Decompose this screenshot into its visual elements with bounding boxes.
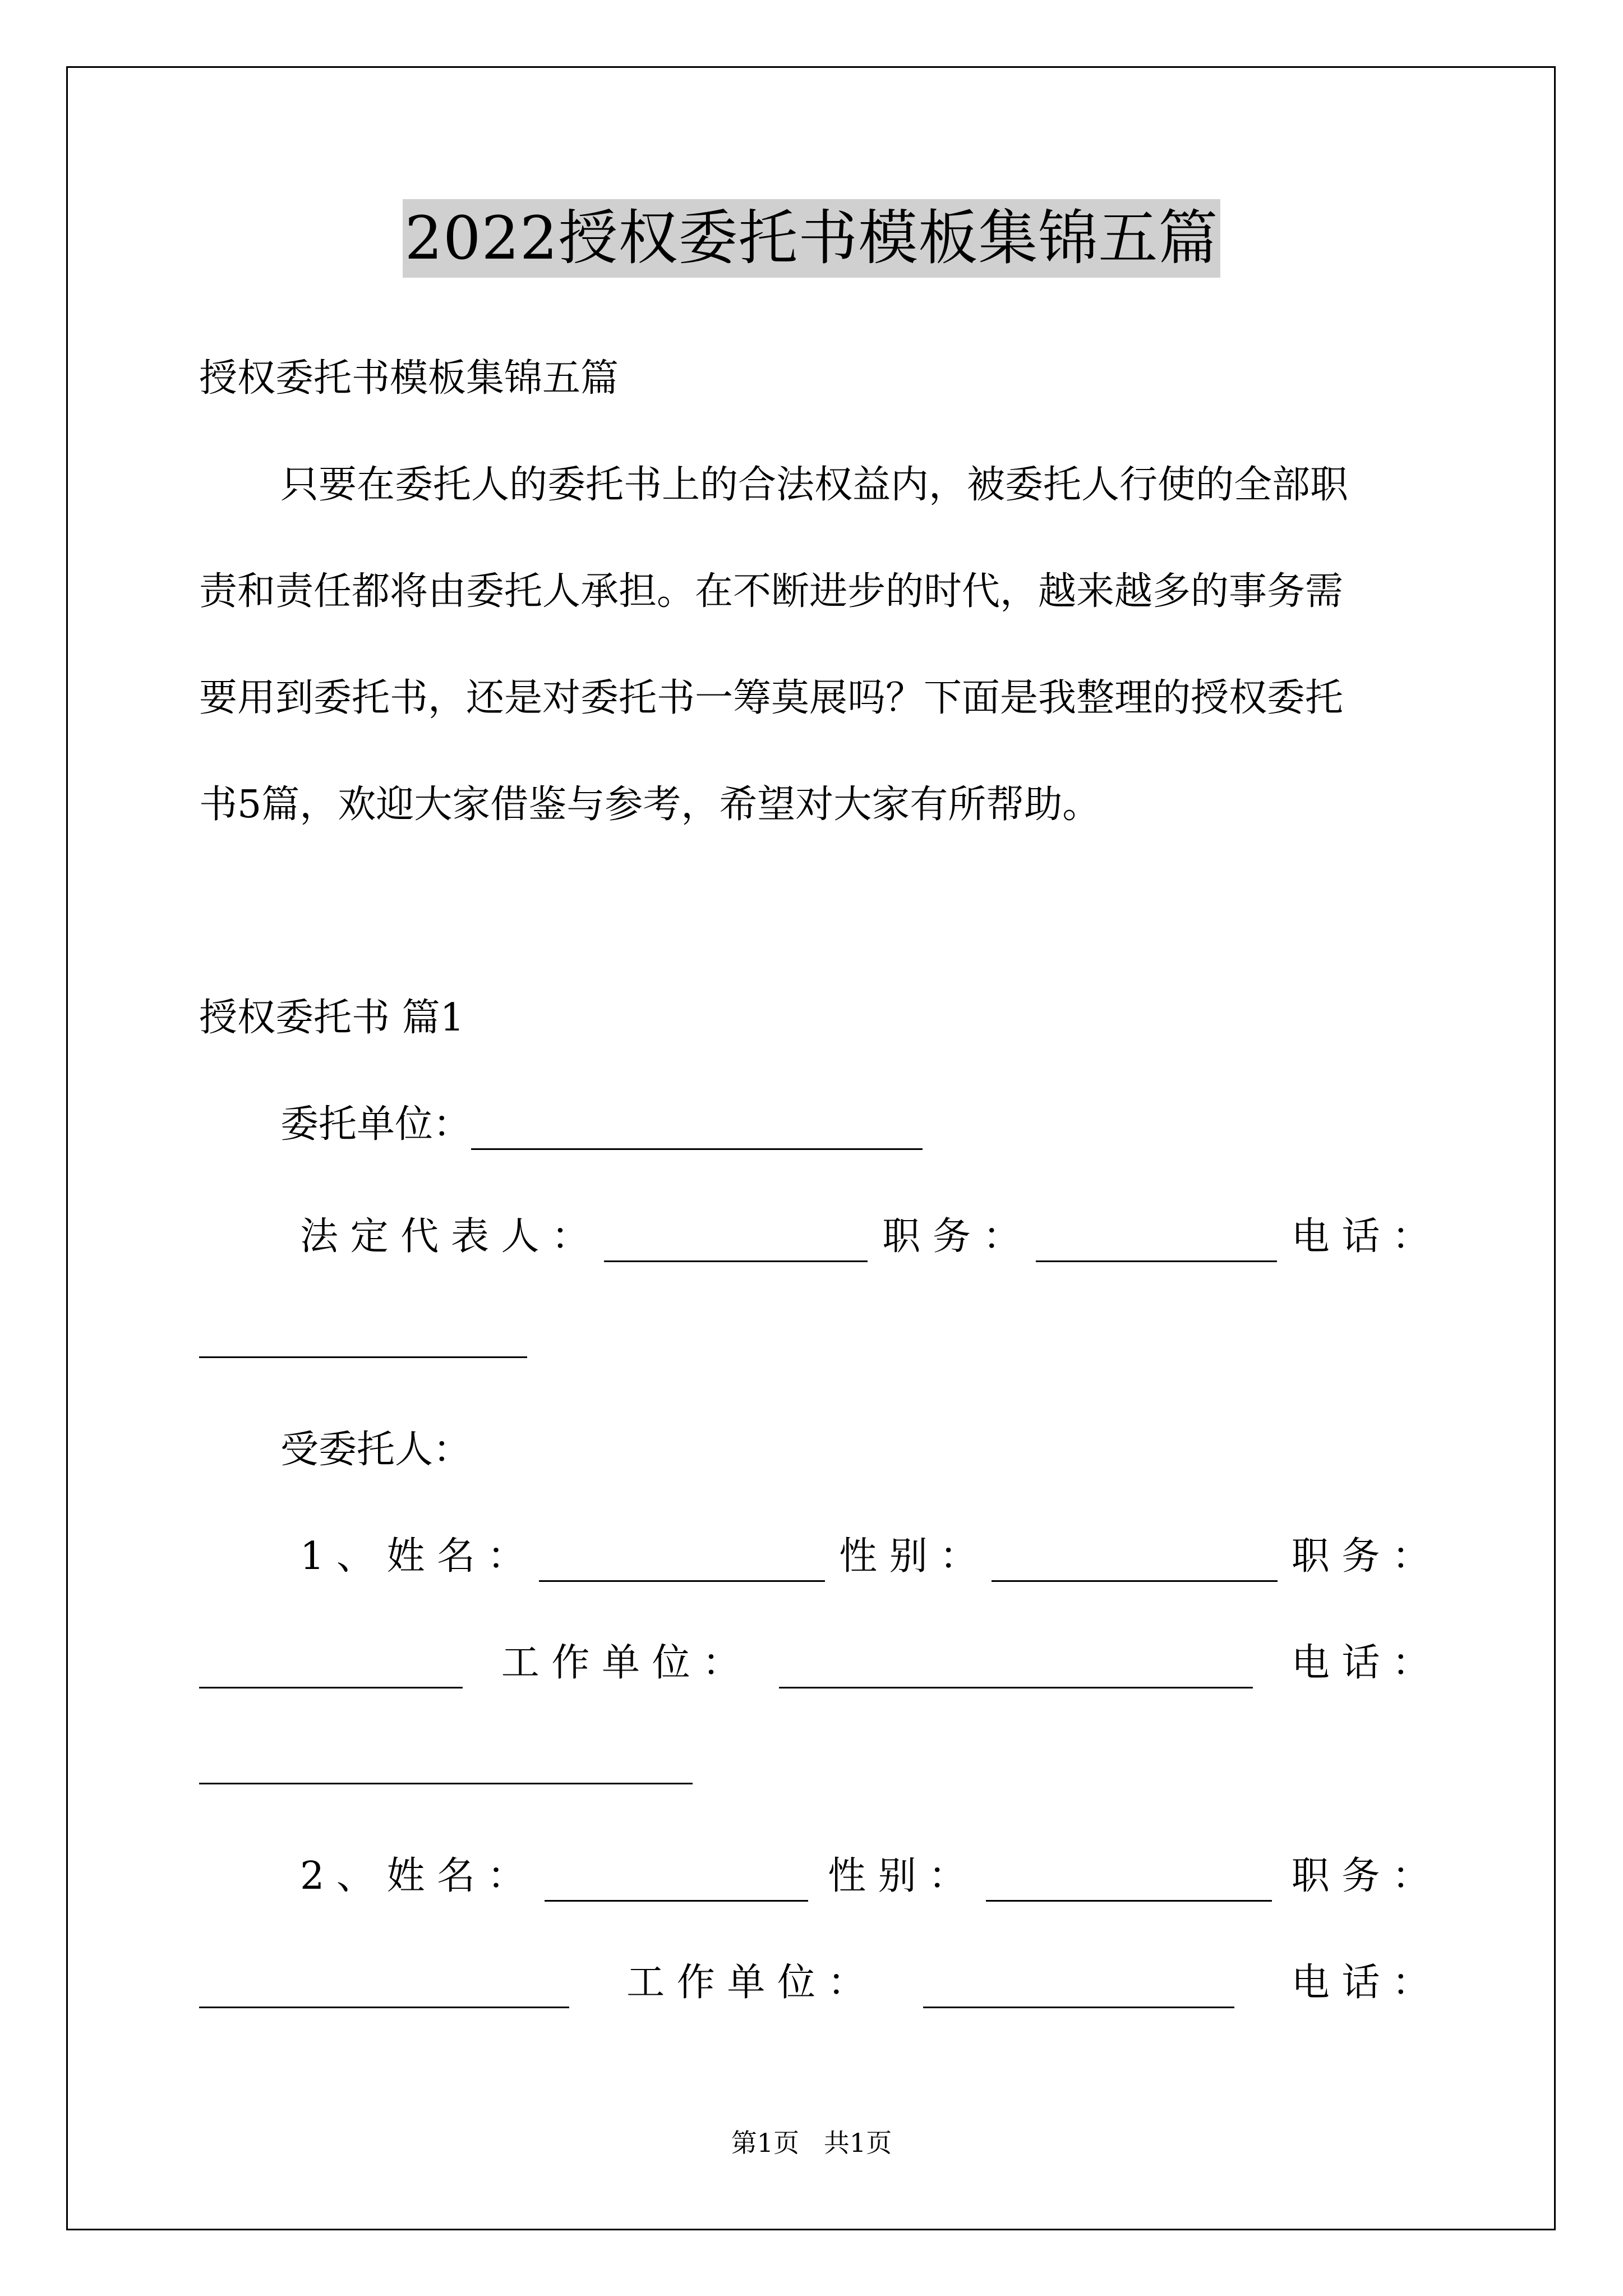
intro-line-1: 只要在委托人的委托书上的合法权益内，被委托人行使的全部职 bbox=[280, 463, 1349, 507]
person1-name-label: 1 、 姓 名 ： bbox=[300, 1534, 525, 1579]
legal-rep-blank[interactable] bbox=[604, 1227, 868, 1262]
person2-gender-label: 性 别 ： bbox=[828, 1854, 967, 1898]
person2-position-blank[interactable] bbox=[199, 1973, 569, 2008]
entrust-unit-blank[interactable] bbox=[471, 1115, 923, 1150]
person1-phone-blank[interactable] bbox=[199, 1781, 693, 1784]
document-subtitle: 授权委托书模板集锦五篇 bbox=[199, 356, 619, 401]
section-heading: 授权委托书 篇1 bbox=[199, 996, 464, 1040]
person1-work-unit-blank[interactable] bbox=[779, 1653, 1253, 1688]
person1-phone-label: 电 话 ： bbox=[1291, 1641, 1430, 1685]
page-footer: 第1页 共1页 bbox=[731, 2128, 892, 2158]
person1-row-1 bbox=[300, 1531, 1430, 1582]
person2-gender-blank[interactable] bbox=[986, 1866, 1272, 1902]
person1-gender-blank[interactable] bbox=[992, 1547, 1278, 1582]
legal-rep-phone-blank[interactable] bbox=[199, 1355, 527, 1358]
person2-name-label: 2 、 姓 名 ： bbox=[300, 1854, 525, 1898]
person2-row-2 bbox=[199, 1958, 1430, 2008]
entrust-unit-label: 委托单位： bbox=[280, 1102, 472, 1147]
person1-row-2 bbox=[199, 1638, 1430, 1688]
person1-position-blank[interactable] bbox=[199, 1653, 463, 1688]
person2-row-1 bbox=[300, 1851, 1430, 1902]
legal-rep-row bbox=[300, 1212, 1430, 1262]
person2-phone-label: 电 话 ： bbox=[1291, 1961, 1430, 2005]
document-title: 2022授权委托书模板集锦五篇 bbox=[403, 199, 1221, 278]
legal-rep-phone-label: 电 话 ： bbox=[1291, 1214, 1430, 1259]
person2-name-blank[interactable] bbox=[545, 1866, 808, 1902]
intro-line-4: 书5篇，欢迎大家借鉴与参考，希望对大家有所帮助。 bbox=[199, 783, 1101, 827]
person1-gender-label: 性 别 ： bbox=[839, 1534, 978, 1579]
person1-name-blank[interactable] bbox=[539, 1547, 825, 1582]
trustee-label: 受委托人： bbox=[280, 1428, 472, 1472]
intro-line-3: 要用到委托书，还是对委托书一筹莫展吗？下面是我整理的授权委托 bbox=[199, 676, 1344, 720]
legal-rep-position-label: 职 务 ： bbox=[882, 1214, 1021, 1259]
entrust-unit-row bbox=[280, 1099, 923, 1150]
legal-rep-label: 法 定 代 表 人 ： bbox=[300, 1214, 590, 1259]
person2-position-label: 职 务 ： bbox=[1291, 1854, 1430, 1898]
title-container bbox=[0, 199, 1623, 278]
person2-work-unit-label: 工 作 单 位 ： bbox=[626, 1961, 866, 2005]
person1-work-unit-label: 工 作 单 位 ： bbox=[501, 1641, 741, 1685]
legal-rep-position-blank[interactable] bbox=[1036, 1227, 1277, 1262]
person2-work-unit-blank[interactable] bbox=[923, 1973, 1234, 2008]
intro-line-2: 责和责任都将由委托人承担。在不断进步的时代，越来越多的事务需 bbox=[199, 569, 1344, 614]
person1-position-label: 职 务 ： bbox=[1291, 1534, 1430, 1579]
